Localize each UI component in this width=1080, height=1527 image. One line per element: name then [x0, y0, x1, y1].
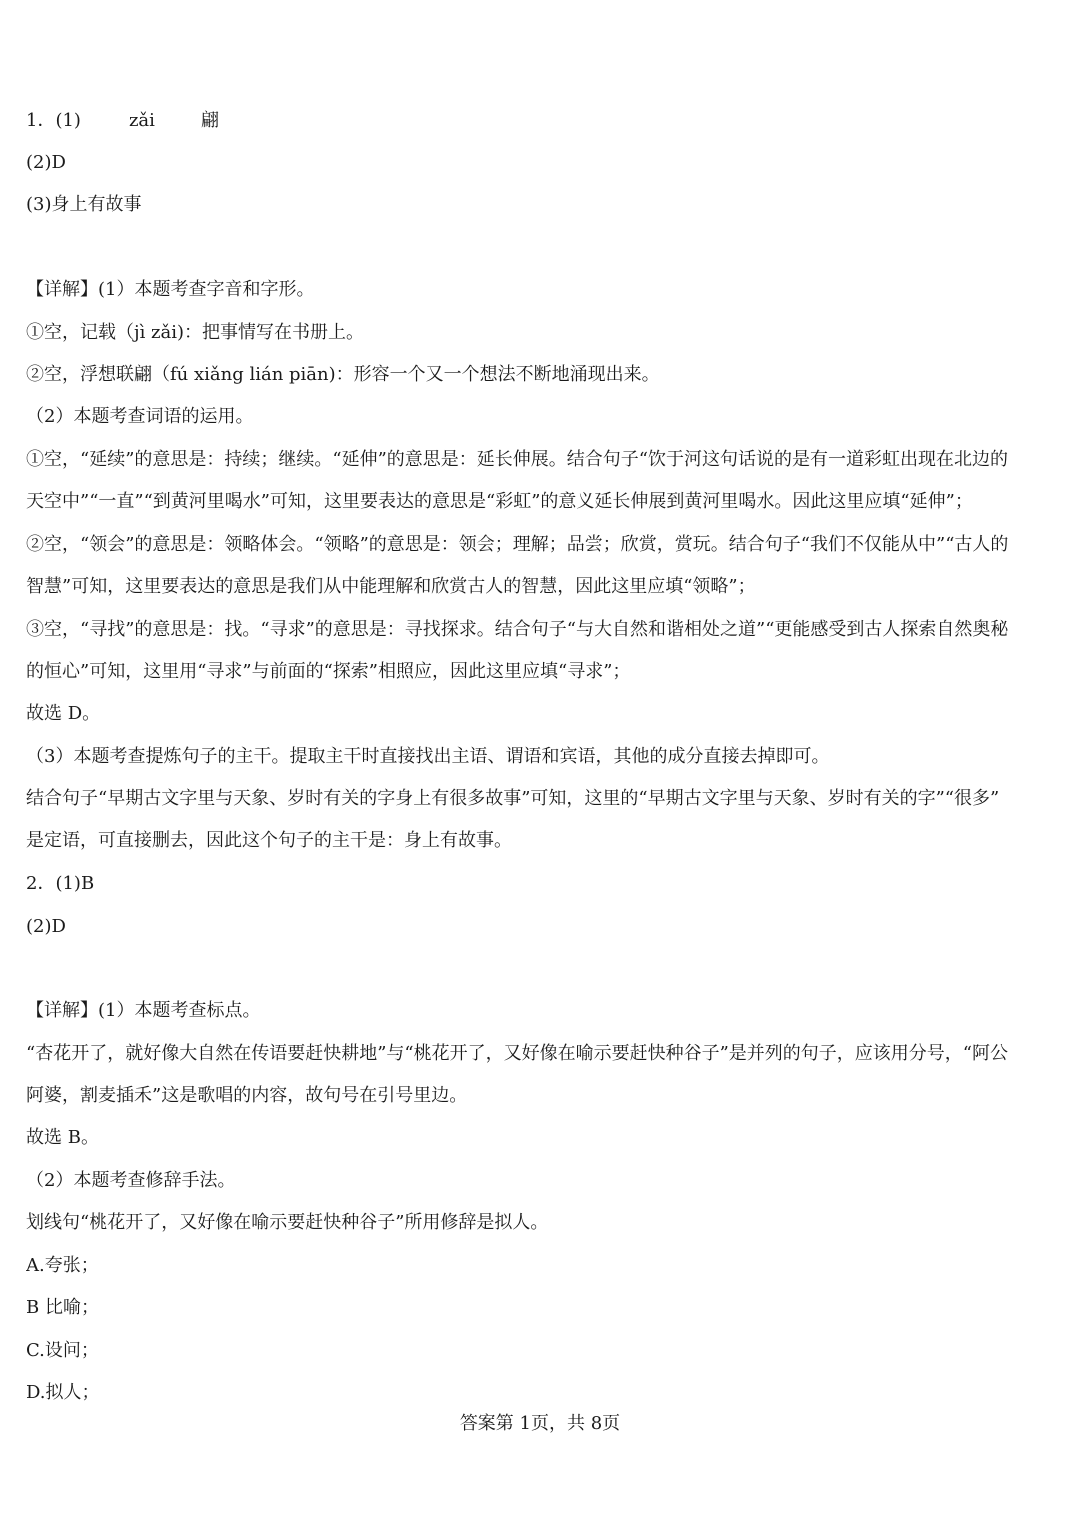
q1-part1-label: 1．(1) [26, 110, 81, 131]
option-d: D.拟人； [26, 1382, 100, 1403]
detail1-line: 是定语，可直接删去，因此这个句子的主干是：身上有故事。 [26, 830, 512, 851]
detail1-line: 智慧”可知，这里要表达的意思是我们从中能理解和欣赏古人的智慧，因此这里应填“领略”； [26, 576, 756, 597]
detail1-line: ②空，浮想联翩（fú xiǎng lián piān)：形容一个又一个想法不断地涌现出来。 [26, 364, 660, 385]
detail1-line: （2）本题考查词语的运用。 [26, 406, 254, 427]
detail1-line: 结合句子“早期古文字里与天象、岁时有关的字身上有很多故事”可知，这里的“早期古文字里与天象、岁时有关的字”“很多” [26, 788, 1000, 809]
detail1-heading: 【详解】(1）本题考查字音和字形。 [26, 279, 315, 300]
detail1-line: ①空，记载（jì zǎi)：把事情写在书册上。 [26, 322, 365, 343]
q2-answer-part2: (2)D [26, 916, 66, 937]
detail1-line: ③空，“寻找”的意思是：找。“寻求”的意思是：寻找探求。结合句子“与大自然和谐相处之道”“更能感受到古人探索自然奥秘 [26, 619, 1009, 640]
q2-answer-part1: 2．(1)B [26, 873, 95, 894]
option-c: C.设问； [26, 1340, 99, 1361]
detail2-line: 故选 B。 [26, 1127, 99, 1148]
detail2-line: 划线句“桃花开了，又好像在喻示要赶快种谷子”所用修辞是拟人。 [26, 1212, 549, 1233]
detail2-heading: 【详解】(1）本题考查标点。 [26, 1000, 261, 1021]
option-a: A.夸张； [26, 1255, 99, 1276]
q1-answer-part2: (2)D [26, 152, 66, 173]
q1-answer-part3: (3)身上有故事 [26, 194, 142, 215]
detail1-line: ①空，“延续”的意思是：持续；继续。“延伸”的意思是：延长伸展。结合句子“饮于河这句话说的是有一道彩虹出现在北边的 [26, 449, 1009, 470]
detail1-line: 的恒心”可知，这里用“寻求”与前面的“探索”相照应，因此这里应填“寻求”； [26, 661, 631, 682]
q1-part1-char: 翩 [200, 110, 219, 131]
detail2-line: “杏花开了，就好像大自然在传语要赶快耕地”与“桃花开了，又好像在喻示要赶快种谷子”是并列的句子，应该用分号，“阿公 [26, 1043, 1009, 1064]
detail1-line: 天空中”“一直”“到黄河里喝水”可知，这里要表达的意思是“彩虹”的意义延长伸展到黄河里喝水。因此这里应填“延伸”； [26, 491, 973, 512]
detail1-line: （3）本题考查提炼句子的主干。提取主干时直接找出主语、谓语和宾语，其他的成分直接去掉即可。 [26, 746, 830, 767]
detail2-line: （2）本题考查修辞手法。 [26, 1170, 236, 1191]
detail1-line: ②空，“领会”的意思是：领略体会。“领略”的意思是：领会；理解；品尝；欣赏，赏玩。结合句子“我们不仅能从中”“古人的 [26, 534, 1009, 555]
detail2-line: 阿婆，割麦插禾”这是歌唱的内容，故句号在引号里边。 [26, 1085, 468, 1106]
q1-answer-part1 [26, 108, 1056, 134]
detail1-line: 故选 D。 [26, 703, 101, 724]
page-footer: 答案第 1页，共 8页 [459, 1413, 621, 1434]
q1-part1-pinyin: zǎi [128, 110, 155, 131]
option-b: B 比喻； [26, 1297, 99, 1318]
